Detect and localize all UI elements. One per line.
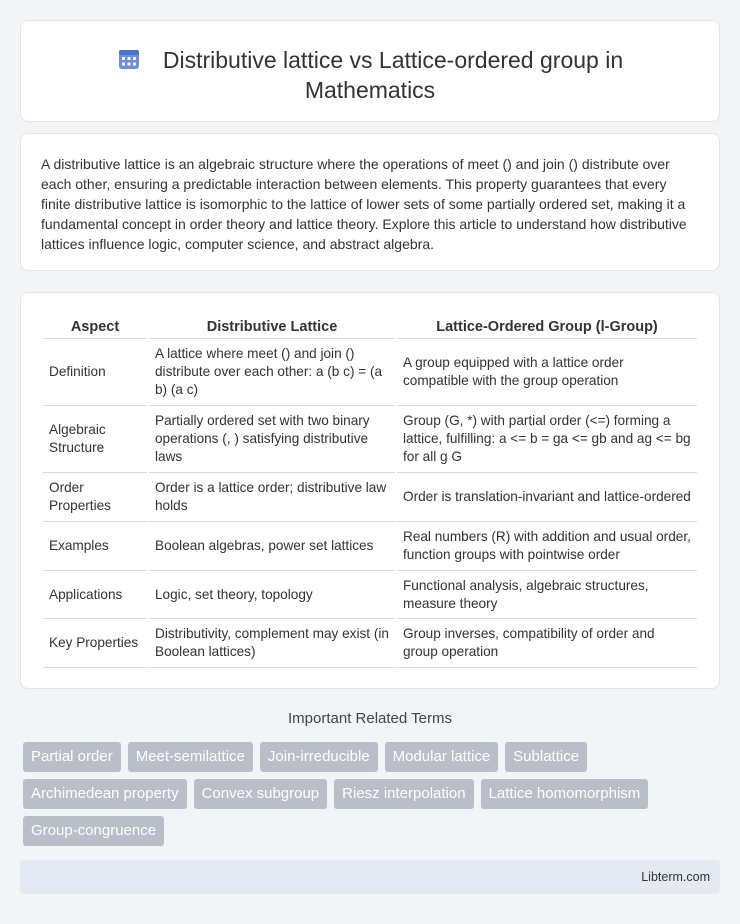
row-lattice-ordered-group: A group equipped with a lattice order compatible with the group operation bbox=[397, 339, 697, 406]
title-line-1: Distributive lattice vs Lattice-ordered group in bbox=[162, 47, 624, 73]
comparison-table bbox=[41, 315, 699, 668]
table-row bbox=[43, 571, 697, 619]
table-row bbox=[43, 339, 697, 406]
row-distributive-lattice: Boolean algebras, power set lattices bbox=[149, 522, 395, 571]
tag-group-congruence[interactable]: Group-congruence bbox=[23, 816, 164, 846]
header-aspect: Aspect bbox=[43, 315, 147, 339]
related-terms-heading: Important Related Terms bbox=[288, 710, 452, 727]
row-aspect: Algebraic Structure bbox=[43, 406, 147, 473]
footer bbox=[20, 860, 720, 894]
table-row bbox=[43, 406, 697, 473]
row-lattice-ordered-group: Order is translation-invariant and lattice-ordered bbox=[397, 473, 697, 522]
header-lattice-ordered-group: Lattice-Ordered Group (l-Group) bbox=[397, 315, 697, 339]
title-line-2: Mathematics bbox=[304, 77, 436, 103]
intro-card bbox=[20, 133, 720, 271]
row-aspect: Applications bbox=[43, 571, 147, 619]
tag-convex-subgroup[interactable]: Convex subgroup bbox=[194, 779, 328, 809]
comparison-table-card bbox=[20, 292, 720, 689]
table-header-row bbox=[43, 315, 697, 339]
tag-riesz-interpolation[interactable]: Riesz interpolation bbox=[334, 779, 473, 809]
row-lattice-ordered-group: Functional analysis, algebraic structures, measure theory bbox=[397, 571, 697, 619]
row-aspect: Key Properties bbox=[43, 619, 147, 668]
tag-meet-semilattice[interactable]: Meet-semilattice bbox=[128, 742, 253, 772]
footer-site-link[interactable]: Libterm.com bbox=[641, 870, 710, 884]
tag-archimedean-property[interactable]: Archimedean property bbox=[23, 779, 187, 809]
tag-sublattice[interactable]: Sublattice bbox=[505, 742, 587, 772]
page-title bbox=[21, 45, 719, 105]
row-aspect: Examples bbox=[43, 522, 147, 571]
tag-lattice-homomorphism[interactable]: Lattice homomorphism bbox=[481, 779, 649, 809]
title-card bbox=[20, 20, 720, 122]
related-terms-list bbox=[23, 742, 693, 853]
tag-modular-lattice[interactable]: Modular lattice bbox=[385, 742, 499, 772]
row-lattice-ordered-group: Real numbers (R) with addition and usual order, function groups with pointwise order bbox=[397, 522, 697, 571]
row-aspect: Definition bbox=[43, 339, 147, 406]
row-lattice-ordered-group: Group inverses, compatibility of order and group operation bbox=[397, 619, 697, 668]
row-lattice-ordered-group: Group (G, *) with partial order (<=) forming a lattice, fulfilling: a <= b = ga <= gb and ag <= bg for all g G bbox=[397, 406, 697, 473]
row-distributive-lattice: Order is a lattice order; distributive law holds bbox=[149, 473, 395, 522]
calendar-grid-icon bbox=[117, 47, 141, 71]
table-row bbox=[43, 522, 697, 571]
row-aspect: Order Properties bbox=[43, 473, 147, 522]
table-row bbox=[43, 473, 697, 522]
header-distributive-lattice: Distributive Lattice bbox=[149, 315, 395, 339]
tag-partial-order[interactable]: Partial order bbox=[23, 742, 121, 772]
tag-join-irreducible[interactable]: Join-irreducible bbox=[260, 742, 378, 772]
table-row bbox=[43, 619, 697, 668]
row-distributive-lattice: Logic, set theory, topology bbox=[149, 571, 395, 619]
row-distributive-lattice: Distributivity, complement may exist (in Boolean lattices) bbox=[149, 619, 395, 668]
row-distributive-lattice: Partially ordered set with two binary operations (, ) satisfying distributive laws bbox=[149, 406, 395, 473]
row-distributive-lattice: A lattice where meet () and join () distribute over each other: a (b c) = (a b) (a c) bbox=[149, 339, 395, 406]
intro-paragraph: A distributive lattice is an algebraic structure where the operations of meet () and join () distribute over each other, ensuring a predictable interaction between elements. This property guarantees that every finite distributive lattice is isomorphic to the lattice of lower sets of some partially ordered set, making it a fundamental concept in order theory and lattice theory. Explore this article to understand how distributive lattices influence logic, computer science, and abstract algebra. bbox=[41, 156, 687, 252]
